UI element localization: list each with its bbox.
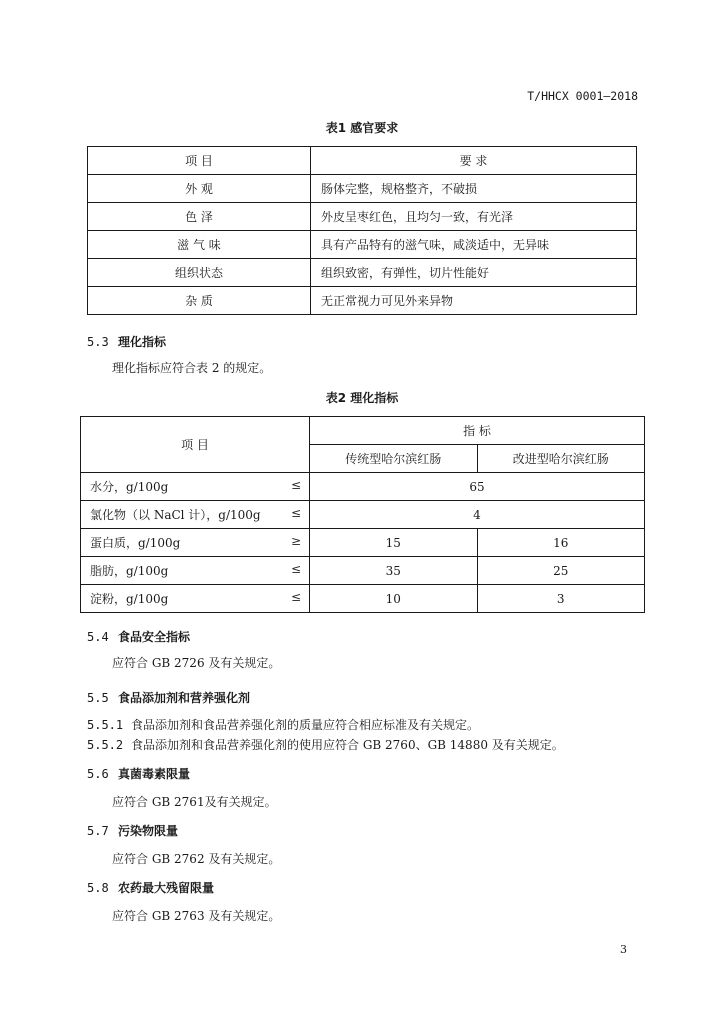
physicochemical-table: [80, 416, 645, 613]
table-row: [81, 585, 645, 613]
comparison-symbol: ≤: [290, 562, 301, 576]
table-row: [88, 231, 637, 259]
section-5-6-text: 应符合 GB 2761及有关规定。: [112, 795, 277, 809]
indicator-name: 淀粉，g/100g: [90, 592, 169, 606]
table1-caption: 表1 感官要求: [325, 121, 399, 135]
comparison-symbol: ≤: [290, 478, 301, 492]
section-5-8-text: 应符合 GB 2763 及有关规定。: [112, 909, 281, 923]
section-5-3-heading: [87, 333, 166, 350]
table-row: [88, 175, 637, 203]
section-title: 食品添加剂和营养强化剂: [118, 691, 251, 705]
requirement-cell: 具有产品特有的滋气味，咸淡适中，无异味: [311, 231, 637, 259]
clause-text: 食品添加剂和食品营养强化剂的使用应符合 GB 2760、GB 14880 及有关规定。: [131, 738, 564, 752]
section-5-5-heading: [87, 689, 250, 706]
item-cell: 滋 气 味: [88, 231, 311, 259]
section-number: 5.4: [87, 630, 109, 644]
item-cell: 外 观: [88, 175, 311, 203]
table-row: [88, 259, 637, 287]
item-cell: 杂 质: [88, 287, 311, 315]
section-number: 5.7: [87, 824, 109, 838]
section-title: 污染物限量: [118, 824, 179, 838]
indicator-name: 氯化物（以 NaCl 计），g/100g: [90, 508, 261, 522]
section-5-6-heading: [87, 765, 190, 782]
indicator-name-cell: [81, 473, 310, 501]
requirement-cell: 外皮呈枣红色，且均匀一致，有光泽: [311, 203, 637, 231]
section-title: 真菌毒素限量: [118, 767, 191, 781]
requirement-cell: 无正常视力可见外来异物: [311, 287, 637, 315]
table-row: [88, 203, 637, 231]
section-5-7-text: 应符合 GB 2762 及有关规定。: [112, 852, 281, 866]
section-number: 5.8: [87, 881, 109, 895]
table-row: [88, 287, 637, 315]
clause-number: 5.5.1: [87, 718, 124, 732]
table-row: [81, 473, 645, 501]
section-number: 5.3: [87, 335, 109, 349]
comparison-symbol: ≤: [290, 590, 301, 604]
table-header-row: [81, 417, 645, 445]
section-5-7-heading: [87, 822, 178, 839]
table-header-row: [88, 147, 637, 175]
table2-caption: 表2 理化指标: [325, 391, 399, 405]
section-title: 食品安全指标: [118, 630, 191, 644]
table-row: [81, 529, 645, 557]
requirement-cell: 组织致密，有弹性，切片性能好: [311, 259, 637, 287]
value-cell-traditional: 10: [310, 585, 478, 613]
section-title: 农药最大残留限量: [118, 881, 215, 895]
column-header-requirement: 要 求: [311, 147, 637, 175]
item-cell: 色 泽: [88, 203, 311, 231]
value-cell-traditional: 15: [310, 529, 478, 557]
section-5-4-heading: [87, 628, 190, 645]
section-5-3-text: 理化指标应符合表 2 的规定。: [112, 361, 272, 375]
value-cell-improved: 25: [477, 557, 645, 585]
value-cell-improved: 16: [477, 529, 645, 557]
column-header-traditional: 传统型哈尔滨红肠: [310, 445, 478, 473]
sensory-requirements-table: [87, 146, 637, 315]
section-number: 5.6: [87, 767, 109, 781]
table-row: [81, 557, 645, 585]
section-number: 5.5: [87, 691, 109, 705]
comparison-symbol: ≤: [290, 506, 301, 520]
section-5-4-text: 应符合 GB 2726 及有关规定。: [112, 656, 281, 670]
column-header-improved: 改进型哈尔滨红肠: [477, 445, 645, 473]
table-row: [81, 501, 645, 529]
clause-text: 食品添加剂和食品营养强化剂的质量应符合相应标准及有关规定。: [131, 718, 480, 732]
document-id-header: T/HHCX 0001—2018: [527, 89, 638, 103]
value-cell-traditional: 35: [310, 557, 478, 585]
indicator-name: 脂肪，g/100g: [90, 564, 169, 578]
indicator-name-cell: [81, 529, 310, 557]
clause-5-5-2: [87, 736, 564, 753]
indicator-name-cell: [81, 501, 310, 529]
value-cell: 65: [310, 473, 645, 501]
indicator-name: 水分，g/100g: [90, 480, 169, 494]
column-header-item: 项 目: [88, 147, 311, 175]
clause-number: 5.5.2: [87, 738, 124, 752]
section-title: 理化指标: [118, 335, 167, 349]
value-cell: 4: [310, 501, 645, 529]
value-cell-improved: 3: [477, 585, 645, 613]
column-header-item: 项 目: [81, 417, 310, 473]
section-5-8-heading: [87, 879, 214, 896]
comparison-symbol: ≥: [290, 534, 301, 548]
item-cell: 组织状态: [88, 259, 311, 287]
page-number: 3: [620, 943, 627, 956]
indicator-name: 蛋白质，g/100g: [90, 536, 181, 550]
indicator-name-cell: [81, 557, 310, 585]
indicator-name-cell: [81, 585, 310, 613]
requirement-cell: 肠体完整，规格整齐，不破损: [311, 175, 637, 203]
column-header-index: 指 标: [310, 417, 645, 445]
clause-5-5-1: [87, 716, 479, 733]
